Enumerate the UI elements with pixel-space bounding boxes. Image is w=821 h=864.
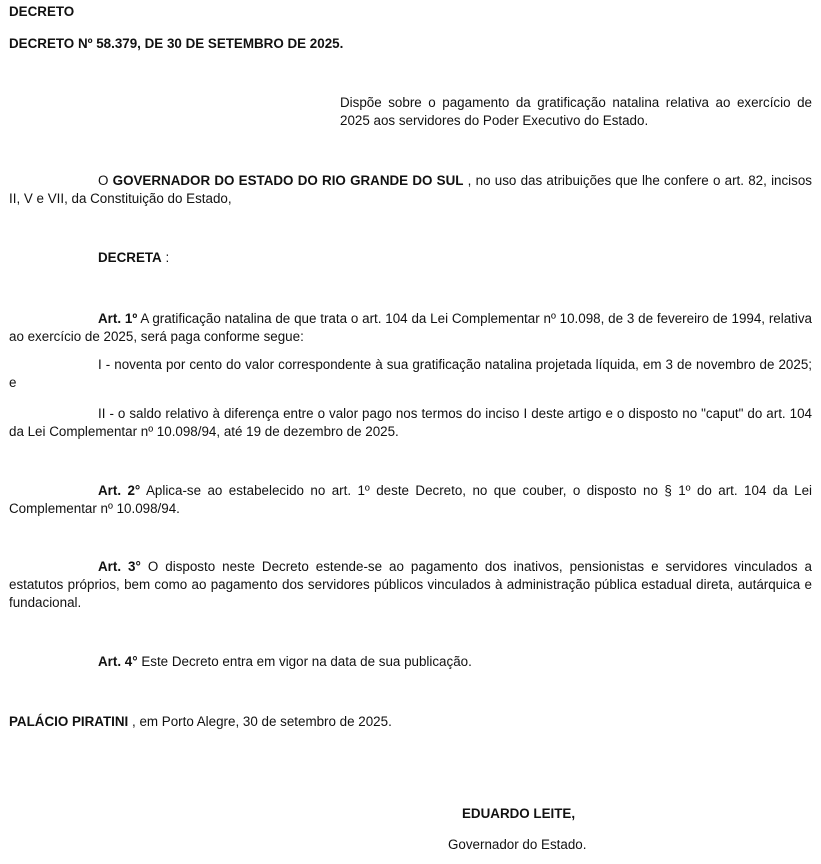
article-3-text: O disposto neste Decreto estende-se ao pagamento dos inativos, pensionistas e servidores vinculados a estatutos próprios, bem como ao pagamento dos servidores públicos vinculados à administração pública estadual direta, autárquica e fundacional. [9,559,812,610]
decree-label: DECRETO [9,4,75,19]
signature-title: Governador do Estado. [448,837,587,852]
article-3-label: Art. 3° [98,559,141,574]
article-1 [9,310,812,346]
decree-number-title: DECRETO Nº 58.379, DE 30 DE SETEMBRO DE 2025. [9,36,344,51]
article-4-label: Art. 4° [98,654,138,669]
closing-line [9,713,392,731]
article-2-label: Art. 2° [98,483,141,498]
article-4 [98,653,472,671]
preamble-text: , no uso das atribuições que lhe confere o art. 82, incisos II, V e VII, da Constituição do Estado, [9,173,812,206]
article-1-label: Art. 1º [98,311,138,326]
article-1-inciso-2: II - o saldo relativo à diferença entre o valor pago nos termos do inciso I deste artigo e o disposto no "caput" do art. 104 da Lei Complementar nº 10.098/94, até 19 de dezembro de 2025. [9,406,812,439]
preamble-authority: GOVERNADOR DO ESTADO DO RIO GRANDE DO SUL [112,173,464,188]
preamble-prefix: O [98,173,113,188]
article-2-text: Aplica-se ao estabelecido no art. 1º deste Decreto, no que couber, o disposto no § 1º do art. 104 da Lei Complementar nº 10.098/94. [9,483,812,516]
closing-text: , em Porto Alegre, 30 de setembro de 2025. [128,714,392,729]
decreta-line [98,249,169,267]
article-1-inciso-1: I - noventa por cento do valor correspondente à sua gratificação natalina projetada líquida, em 3 de novembro de 2025; e [9,357,812,390]
decreta-label: DECRETA [98,250,162,265]
article-4-text: Este Decreto entra em vigor na data de sua publicação. [137,654,472,669]
preamble [9,172,812,208]
signature-name: EDUARDO LEITE, [462,806,576,821]
article-3 [9,558,812,612]
closing-place: PALÁCIO PIRATINI [9,714,129,729]
article-1-text: A gratificação natalina de que trata o art. 104 da Lei Complementar nº 10.098, de 3 de fevereiro de 1994, relativa ao exercício de 2025, será paga conforme segue: [9,311,812,344]
decreta-suffix: : [161,250,170,265]
ementa: Dispõe sobre o pagamento da gratificação natalina relativa ao exercício de 2025 aos servidores do Poder Executivo do Estado. [340,95,812,128]
article-2 [9,482,812,518]
